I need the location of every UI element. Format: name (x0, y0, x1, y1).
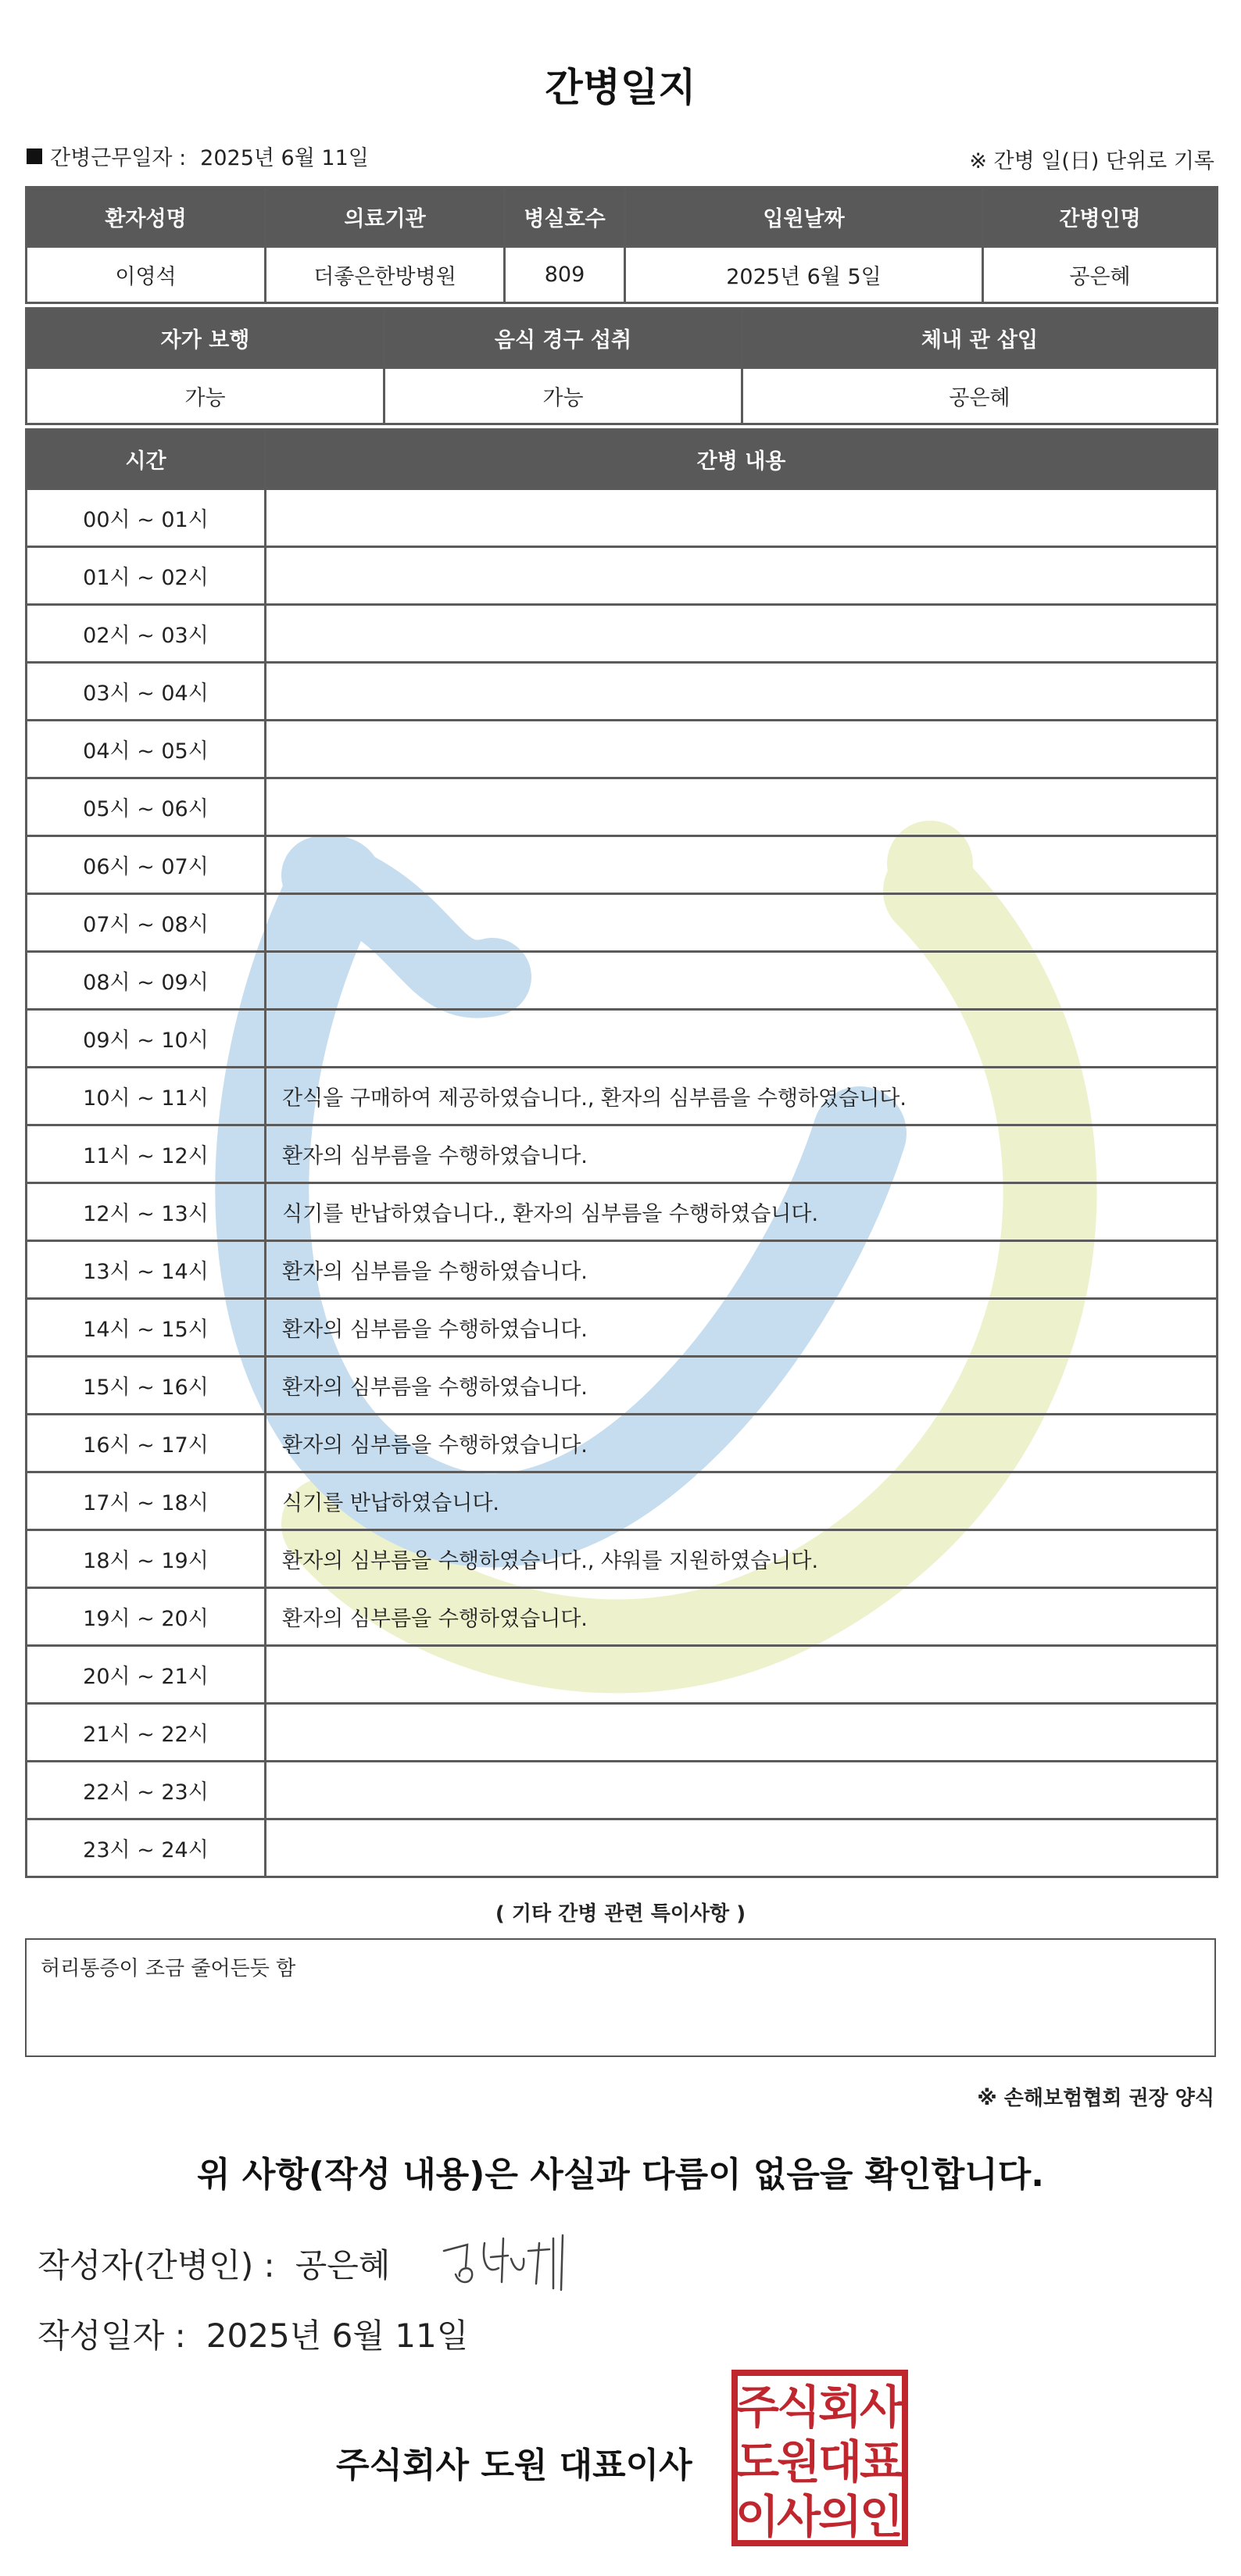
table-row (27, 1415, 1218, 1472)
hospital: 더좋은한방병원 (266, 247, 505, 303)
table-row (27, 1241, 1218, 1299)
day-note: ※ 간병 일(日) 단위로 기록 (969, 149, 1214, 174)
care-log-body (27, 489, 1218, 1877)
oral-intake: 가능 (384, 368, 742, 424)
log-content (266, 778, 1218, 836)
log-time: 00시 ~ 01시 (27, 489, 266, 547)
header-self-walking: 자가 보행 (27, 309, 384, 368)
table-row (27, 663, 1218, 721)
page-title: 간병일지 (545, 65, 696, 110)
patient-info-table (25, 186, 1218, 304)
seal-char: 식 (776, 2381, 821, 2434)
seal-char: 사 (776, 2490, 821, 2543)
seal-char: 사 (859, 2381, 904, 2434)
table-row (27, 605, 1218, 663)
table-row (27, 1819, 1218, 1877)
log-content: 환자의 심부름을 수행하였습니다. (266, 1588, 1218, 1646)
log-content (266, 1010, 1218, 1068)
log-time: 02시 ~ 03시 (27, 605, 266, 663)
seal-char: 원 (776, 2435, 821, 2488)
log-content: 환자의 심부름을 수행하였습니다. (266, 1125, 1218, 1183)
table-row (27, 1762, 1218, 1819)
log-content (266, 952, 1218, 1010)
table-row (27, 1125, 1218, 1183)
log-content (266, 605, 1218, 663)
log-time: 11시 ~ 12시 (27, 1125, 266, 1183)
log-content: 환자의 심부름을 수행하였습니다., 샤워를 지원하였습니다. (266, 1530, 1218, 1588)
table-row (27, 1068, 1218, 1125)
log-content (266, 1819, 1218, 1877)
log-time: 15시 ~ 16시 (27, 1357, 266, 1415)
log-content (266, 547, 1218, 605)
log-content: 환자의 심부름을 수행하였습니다. (266, 1415, 1218, 1472)
confirm-statement: 위 사항(작성 내용)은 사실과 다름이 없음을 확인합니다. (197, 2155, 1044, 2195)
log-content (266, 894, 1218, 952)
log-time: 12시 ~ 13시 (27, 1183, 266, 1241)
care-log-table (25, 428, 1218, 1878)
table-row (27, 1010, 1218, 1068)
log-time: 10시 ~ 11시 (27, 1068, 266, 1125)
table-row (27, 489, 1218, 547)
header-room-number: 병실호수 (505, 188, 625, 247)
log-time: 06시 ~ 07시 (27, 836, 266, 894)
company-seal-stamp (731, 2370, 908, 2546)
table-row (27, 1299, 1218, 1357)
header-oral-intake: 음식 경구 섭취 (384, 309, 742, 368)
admission-date: 2025년 6월 5일 (625, 247, 983, 303)
log-content: 간식을 구매하여 제공하였습니다., 환자의 심부름을 수행하였습니다. (266, 1068, 1218, 1125)
log-content: 식기를 반납하였습니다. (266, 1472, 1218, 1530)
table-row (27, 1530, 1218, 1588)
square-bullet-icon (27, 148, 42, 164)
log-time: 22시 ~ 23시 (27, 1762, 266, 1819)
log-content: 식기를 반납하였습니다., 환자의 심부름을 수행하였습니다. (266, 1183, 1218, 1241)
patient-status-table (25, 307, 1218, 425)
room-number: 809 (505, 247, 625, 303)
log-content (266, 1704, 1218, 1762)
table-row (27, 1357, 1218, 1415)
writer-name: 공은혜 (295, 2246, 391, 2284)
log-time: 05시 ~ 06시 (27, 778, 266, 836)
log-content (266, 721, 1218, 778)
writer-line (38, 2240, 390, 2287)
log-content (266, 1762, 1218, 1819)
self-walking: 가능 (27, 368, 384, 424)
log-content (266, 836, 1218, 894)
log-content (266, 663, 1218, 721)
seal-char: 인 (859, 2490, 904, 2543)
seal-char: 의 (817, 2490, 863, 2543)
log-content (266, 1646, 1218, 1704)
seal-char: 도 (735, 2435, 780, 2488)
log-time: 01시 ~ 02시 (27, 547, 266, 605)
table-row (27, 778, 1218, 836)
log-content (266, 489, 1218, 547)
log-time: 07시 ~ 08시 (27, 894, 266, 952)
log-time: 14시 ~ 15시 (27, 1299, 266, 1357)
header-time: 시간 (27, 430, 266, 489)
seal-char: 주 (735, 2381, 780, 2434)
seal-char: 이 (735, 2490, 780, 2543)
header-caregiver-name: 간병인명 (983, 188, 1218, 247)
patient-name: 이영석 (27, 247, 266, 303)
log-time: 18시 ~ 19시 (27, 1530, 266, 1588)
table-row (27, 1646, 1218, 1704)
header-hospital: 의료기관 (266, 188, 505, 247)
work-date-label: 간병근무일자 : (50, 146, 187, 170)
log-time: 13시 ~ 14시 (27, 1241, 266, 1299)
notes-box: 허리통증이 조금 줄어든듯 함 (25, 1938, 1216, 2057)
table-row (27, 1704, 1218, 1762)
seal-char: 회 (817, 2381, 863, 2434)
log-content: 환자의 심부름을 수행하였습니다. (266, 1241, 1218, 1299)
log-content: 환자의 심부름을 수행하였습니다. (266, 1299, 1218, 1357)
header-patient-name: 환자성명 (27, 188, 266, 247)
seal-char: 표 (859, 2435, 904, 2488)
log-time: 21시 ~ 22시 (27, 1704, 266, 1762)
table-row (27, 894, 1218, 952)
log-time: 20시 ~ 21시 (27, 1646, 266, 1704)
log-time: 03시 ~ 04시 (27, 663, 266, 721)
log-time: 09시 ~ 10시 (27, 1010, 266, 1068)
notes-title: ( 기타 간병 관련 특이사항 ) (495, 1902, 746, 1926)
table-row (27, 547, 1218, 605)
table-row (27, 1183, 1218, 1241)
tube-insertion: 공은혜 (742, 368, 1218, 424)
table-row (27, 721, 1218, 778)
table-row (27, 1588, 1218, 1646)
handwritten-signature (436, 2227, 577, 2298)
log-time: 23시 ~ 24시 (27, 1819, 266, 1877)
log-time: 17시 ~ 18시 (27, 1472, 266, 1530)
log-time: 08시 ~ 09시 (27, 952, 266, 1010)
caregiver-name: 공은혜 (983, 247, 1218, 303)
seal-char: 대 (817, 2435, 863, 2488)
table-row (27, 836, 1218, 894)
header-care-content: 간병 내용 (266, 430, 1218, 489)
written-date-value: 2025년 6월 11일 (206, 2317, 469, 2355)
company-representative: 주식회사 도원 대표이사 (336, 2445, 692, 2485)
recommend-note: ※ 손해보험협회 권장 양식 (977, 2087, 1214, 2110)
written-date-label: 작성일자 : (38, 2317, 186, 2355)
writer-label: 작성자(간병인) : (38, 2246, 275, 2284)
header-admission-date: 입원날짜 (625, 188, 983, 247)
written-date-line (38, 2310, 468, 2357)
log-content: 환자의 심부름을 수행하였습니다. (266, 1357, 1218, 1415)
table-row (27, 1472, 1218, 1530)
table-row (27, 952, 1218, 1010)
work-date-value: 2025년 6월 11일 (200, 146, 369, 170)
log-time: 16시 ~ 17시 (27, 1415, 266, 1472)
header-tube-insertion: 체내 관 삽입 (742, 309, 1218, 368)
log-time: 04시 ~ 05시 (27, 721, 266, 778)
work-date (27, 141, 369, 171)
log-time: 19시 ~ 20시 (27, 1588, 266, 1646)
